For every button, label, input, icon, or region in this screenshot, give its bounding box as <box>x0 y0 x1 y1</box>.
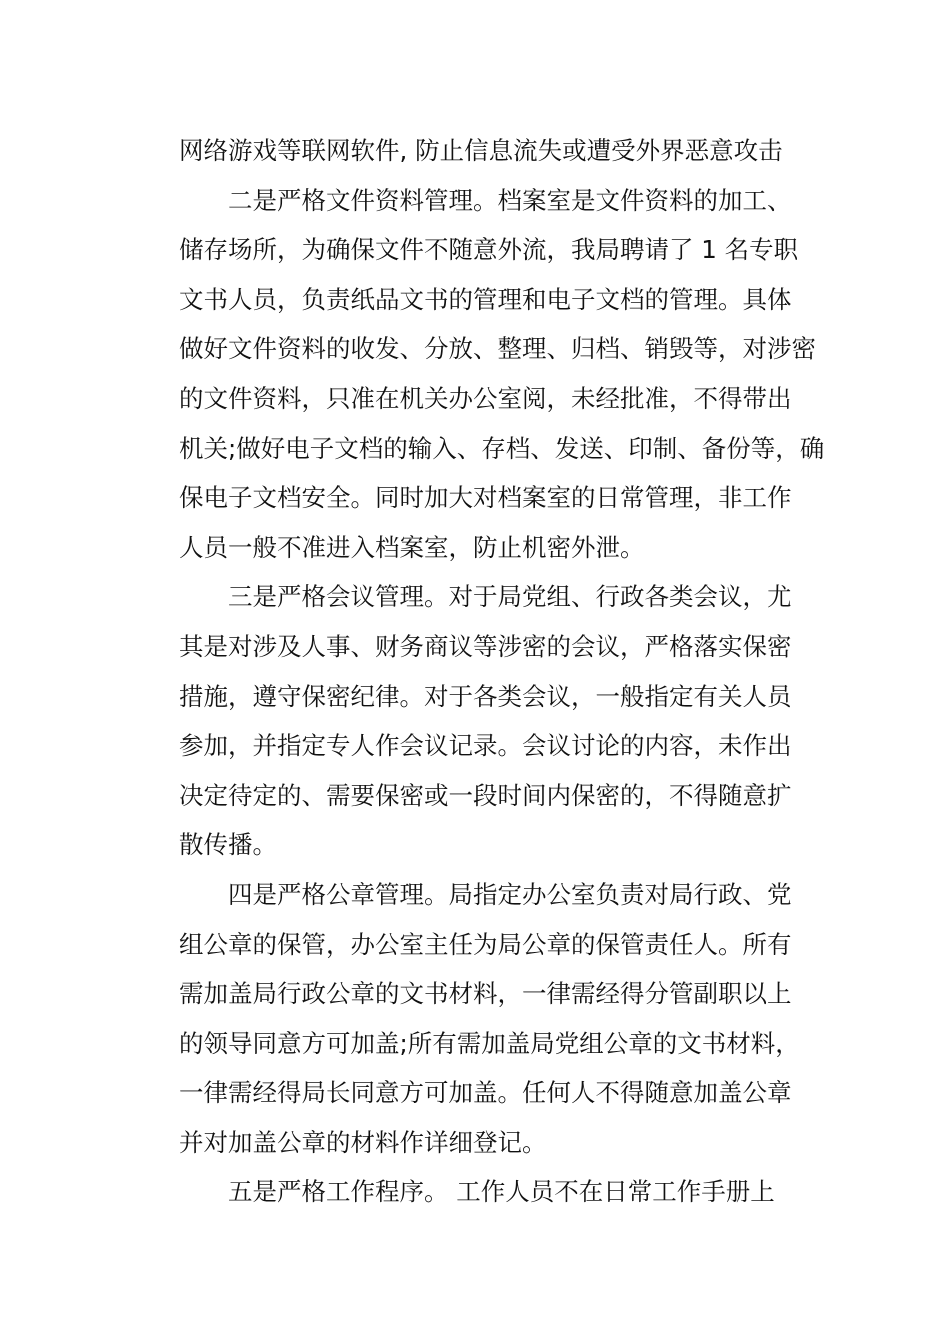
text-line: 网络游戏等联网软件, 防止信息流失或遭受外界恶意攻击 <box>179 136 783 165</box>
text-line: 并对加盖公章的材料作详细登记。 <box>179 1127 547 1157</box>
text-line: 散传播。 <box>179 830 277 860</box>
text-line: 做好文件资料的收发、分放、整理、归档、销毁等，对涉密 <box>179 334 816 364</box>
paragraph-start-line: 三是严格会议管理。对于局党组、行政各类会议，尤 <box>228 582 792 612</box>
text-line: 需加盖局行政公章的文书材料，一律需经得分管副职以上 <box>179 979 792 1009</box>
text-line: 参加，并指定专人作会议记录。会议讨论的内容，未作出 <box>179 731 792 761</box>
text-line: 其是对涉及人事、财务商议等涉密的会议，严格落实保密 <box>179 631 792 661</box>
text-line: 组公章的保管，办公室主任为局公章的保管责任人。所有 <box>179 929 792 959</box>
text-line: 文书人员，负责纸品文书的管理和电子文档的管理。具体 <box>179 284 792 314</box>
text-line: 机关;做好电子文档的输入、存档、发送、印制、备份等，确 <box>179 433 825 463</box>
text-line: 的文件资料，只准在机关办公室阅，未经批准，不得带出 <box>179 383 792 413</box>
text-line: 储存场所，为确保文件不随意外流，我局聘请了 1 名专职 <box>179 235 799 265</box>
text-line: 一律需经得局长同意方可加盖。任何人不得随意加盖公章 <box>179 1078 792 1108</box>
paragraph-start-line: 五是严格工作程序。 工作人员不在日常工作手册上 <box>228 1177 775 1207</box>
text-line: 人员一般不准进入档案室，防止机密外泄。 <box>179 532 645 562</box>
document-body <box>179 126 825 1217</box>
text-line: 措施，遵守保密纪律。对于各类会议，一般指定有关人员 <box>179 681 792 711</box>
text-line: 的领导同意方可加盖;所有需加盖局党组公章的文书材料， <box>179 1028 800 1058</box>
text-line: 决定待定的、需要保密或一段时间内保密的，不得随意扩 <box>179 780 792 810</box>
text-line: 保电子文档安全。同时加大对档案室的日常管理，非工作 <box>179 483 792 513</box>
paragraph-start-line: 二是严格文件资料管理。档案室是文件资料的加工、 <box>228 185 792 215</box>
paragraph-start-line: 四是严格公章管理。局指定办公室负责对局行政、党 <box>228 879 792 909</box>
